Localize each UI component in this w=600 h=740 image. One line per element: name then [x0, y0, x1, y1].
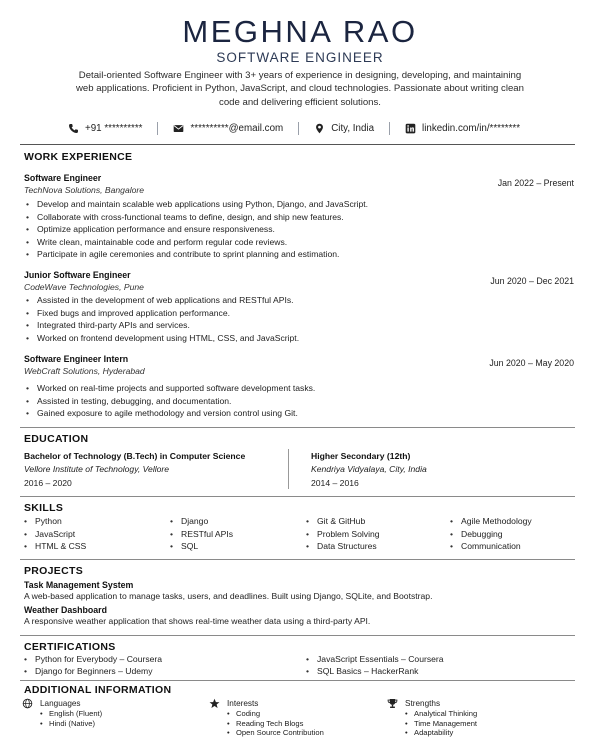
section-title-skills: SKILLS	[24, 502, 64, 514]
list-item: • Participate in agile ceremonies and contribute to sprint planning and estimation.	[24, 248, 368, 261]
candidate-role: SOFTWARE ENGINEER	[216, 50, 384, 65]
education-divider	[288, 449, 289, 489]
globe-icon	[22, 698, 33, 709]
list-item: • Fixed bugs and improved application performance.	[24, 307, 299, 320]
education-institution: Kendriya Vidyalaya, City, India	[311, 464, 427, 474]
additional-group-interests	[209, 698, 324, 738]
education-institution: Vellore Institute of Technology, Vellore	[24, 464, 170, 474]
skills-column	[306, 515, 380, 553]
skill-item: • Debugging	[450, 528, 532, 541]
project-title: Weather Dashboard	[24, 605, 107, 615]
additional-group-header	[22, 698, 102, 709]
list-item: • Coding	[227, 709, 324, 719]
trophy-icon	[387, 698, 398, 709]
project-description: A responsive weather application that shows real-time weather data using a third-party API.	[24, 616, 371, 626]
education-entry	[24, 451, 245, 490]
list-item: • Time Management	[405, 719, 477, 729]
contact-divider	[157, 122, 158, 135]
section-divider	[20, 559, 575, 560]
list-item: • Gained exposure to agile methodology and version control using Git.	[24, 407, 315, 420]
skill-item: • Communication	[450, 540, 532, 553]
contact-bar	[68, 120, 548, 136]
section-title-projects: PROJECTS	[24, 565, 83, 577]
job-company: TechNova Solutions, Bangalore	[24, 185, 145, 195]
contact-divider	[298, 122, 299, 135]
section-title-additional: ADDITIONAL INFORMATION	[24, 684, 172, 696]
email-text[interactable]: **********@email.com	[190, 122, 284, 134]
certification-item: • SQL Basics – HackerRank	[306, 665, 444, 677]
contact-divider	[389, 122, 390, 135]
list-item: • Develop and maintain scalable web applications using Python, Django, and JavaScript.	[24, 198, 368, 211]
certification-item: • Python for Everybody – Coursera	[24, 653, 162, 665]
education-degree: Higher Secondary (12th)	[311, 451, 411, 461]
additional-group-languages	[22, 698, 102, 728]
phone-icon	[68, 123, 79, 134]
job-bullets	[24, 198, 368, 261]
list-item: • Collaborate with cross-functional teams to define, design, and ship new features.	[24, 211, 368, 224]
project-description: A web-based application to manage tasks, users, and deadlines. Built using Django, SQLite, and Bootstrap.	[24, 591, 433, 601]
additional-list	[227, 709, 324, 738]
contact-phone	[68, 123, 142, 134]
section-title-education: EDUCATION	[24, 433, 89, 445]
skill-item: • RESTful APIs	[170, 528, 233, 541]
linkedin-icon	[405, 123, 416, 134]
location-pin-icon	[314, 123, 325, 134]
list-item: • English (Fluent)	[40, 709, 102, 719]
list-item: • Worked on frontend development using HTML, CSS, and JavaScript.	[24, 332, 299, 345]
skills-column	[170, 515, 233, 553]
certifications-column	[24, 653, 162, 677]
additional-list	[405, 709, 477, 738]
job-company: CodeWave Technologies, Pune	[24, 282, 144, 292]
skill-item: • Git & GitHub	[306, 515, 380, 528]
contact-linkedin	[405, 123, 520, 134]
section-divider	[20, 635, 575, 636]
job-title: Junior Software Engineer	[24, 270, 131, 280]
header-divider	[20, 144, 575, 145]
linkedin-text[interactable]: linkedin.com/in/********	[422, 122, 521, 134]
skill-item: • Django	[170, 515, 233, 528]
additional-group-header	[209, 698, 324, 709]
job-bullets	[24, 382, 315, 420]
skill-item: • Problem Solving	[306, 528, 380, 541]
skills-column	[24, 515, 86, 553]
list-item: • Integrated third-party APIs and services.	[24, 319, 299, 332]
email-icon	[173, 123, 184, 134]
additional-group-label: Strengths	[405, 699, 441, 708]
additional-group-label: Interests	[227, 699, 259, 708]
job-dates: Jun 2020 – May 2020	[489, 358, 574, 368]
contact-email	[173, 123, 283, 134]
list-item: • Reading Tech Blogs	[227, 719, 324, 729]
additional-list	[40, 709, 102, 728]
job-title: Software Engineer	[24, 173, 102, 183]
skill-item: • SQL	[170, 540, 233, 553]
list-item: • Open Source Contribution	[227, 728, 324, 738]
star-icon	[209, 698, 220, 709]
additional-group-label: Languages	[40, 699, 81, 708]
skill-item: • Python	[24, 515, 86, 528]
section-divider	[20, 680, 575, 681]
list-item: • Assisted in testing, debugging, and documentation.	[24, 395, 315, 408]
job-bullets	[24, 294, 299, 344]
list-item: • Analytical Thinking	[405, 709, 477, 719]
location-text: City, India	[331, 122, 375, 134]
additional-group-strengths	[387, 698, 477, 738]
list-item: • Hindi (Native)	[40, 719, 102, 729]
profile-summary: Detail-oriented Software Engineer with 3+ years of experience in designing, developing, and maintaining web applications. Proficient in Python, JavaScript, and cloud technologies. Passionate about writing clean code and delivering efficient solutions.	[76, 70, 524, 108]
certification-item: • Django for Beginners – Udemy	[24, 665, 162, 677]
skill-item: • Data Structures	[306, 540, 380, 553]
education-entry	[311, 451, 427, 490]
section-title-experience: WORK EXPERIENCE	[24, 151, 133, 163]
skill-item: • JavaScript	[24, 528, 86, 541]
list-item: • Write clean, maintainable code and perform regular code reviews.	[24, 236, 368, 249]
skills-column	[450, 515, 532, 553]
phone-text: +91 **********	[85, 122, 143, 134]
education-degree: Bachelor of Technology (B.Tech) in Computer Science	[24, 451, 246, 461]
education-years: 2016 – 2020	[24, 478, 72, 488]
list-item: • Optimize application performance and ensure responsiveness.	[24, 223, 368, 236]
certification-item: • JavaScript Essentials – Coursera	[306, 653, 444, 665]
education-years: 2014 – 2016	[311, 478, 359, 488]
section-divider	[20, 496, 575, 497]
additional-group-header	[387, 698, 477, 709]
section-title-certifications: CERTIFICATIONS	[24, 641, 116, 653]
skill-item: • Agile Methodology	[450, 515, 532, 528]
job-dates: Jan 2022 – Present	[497, 178, 574, 188]
job-title: Software Engineer Intern	[24, 354, 129, 364]
project-title: Task Management System	[24, 580, 134, 590]
certifications-column	[306, 653, 444, 677]
candidate-name: MEGHNA RAO	[182, 14, 418, 49]
section-divider	[20, 427, 575, 428]
job-company: WebCraft Solutions, Hyderabad	[24, 366, 145, 376]
skill-item: • HTML & CSS	[24, 540, 86, 553]
list-item: • Worked on real-time projects and supported software development tasks.	[24, 382, 315, 395]
list-item: • Adaptability	[405, 728, 477, 738]
list-item: • Assisted in the development of web applications and RESTful APIs.	[24, 294, 299, 307]
job-dates: Jun 2020 – Dec 2021	[490, 276, 574, 286]
contact-location	[314, 123, 374, 134]
